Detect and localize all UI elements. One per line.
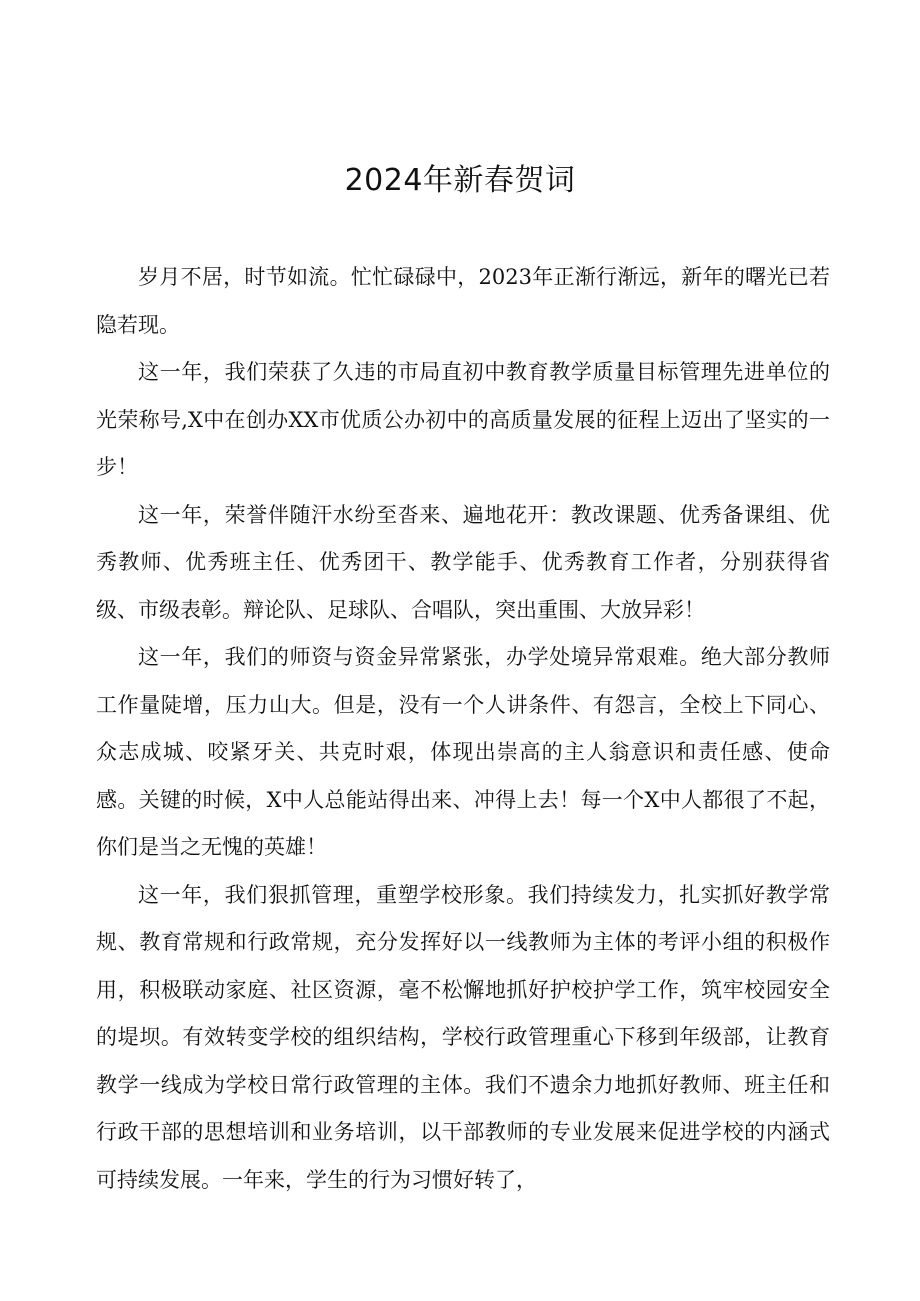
paragraph-awards: 这一年，荣誉伴随汗水纷至沓来、遍地花开：教改课题、优秀备课组、优秀教师、优秀班主任、优秀团干、教学能手、优秀教育工作者，分别获得省级、市级表彰。辩论队、足球队、合唱队，突出重围、大放异彩！ [96,502,830,622]
document-title: 2024年新春贺词 [344,163,576,198]
paragraph-hardship: 这一年，我们的师资与资金异常紧张，办学处境异常艰难。绝大部分教师工作量陡增，压力山大。但是，没有一个人讲条件、有怨言，全校上下同心、众志成城、咬紧牙关、共克时艰，体现出崇高的主人翁意识和责任感、使命感。关键的时候，X中人总能站得出来、冲得上去！每一个X中人都很了不起，你们是当之无愧的英雄！ [96,645,830,859]
paragraph-intro: 岁月不居，时节如流。忙忙碌碌中，2023年正渐行渐远，新年的曙光已若隐若现。 [96,265,830,337]
document-body [96,254,830,1204]
paragraph-honor-title: 这一年，我们荣获了久违的市局直初中教育教学质量目标管理先进单位的光荣称号,X中在创办XX市优质公办初中的高质量发展的征程上迈出了坚实的一步！ [96,360,830,479]
paragraph-management: 这一年，我们狠抓管理，重塑学校形象。我们持续发力，扎实抓好教学常规、教育常规和行政常规，充分发挥好以一线教师为主体的考评小组的积极作用，积极联动家庭、社区资源，毫不松懈地抓好护校护学工作，筑牢校园安全的堤坝。有效转变学校的组织结构，学校行政管理重心下移到年级部，让教育教学一线成为学校日常行政管理的主体。我们不遗余力地抓好教师、班主任和行政干部的思想培训和业务培训，以干部教师的专业发展来促进学校的内涵式可持续发展。一年来，学生的行为习惯好转了， [96,882,830,1192]
